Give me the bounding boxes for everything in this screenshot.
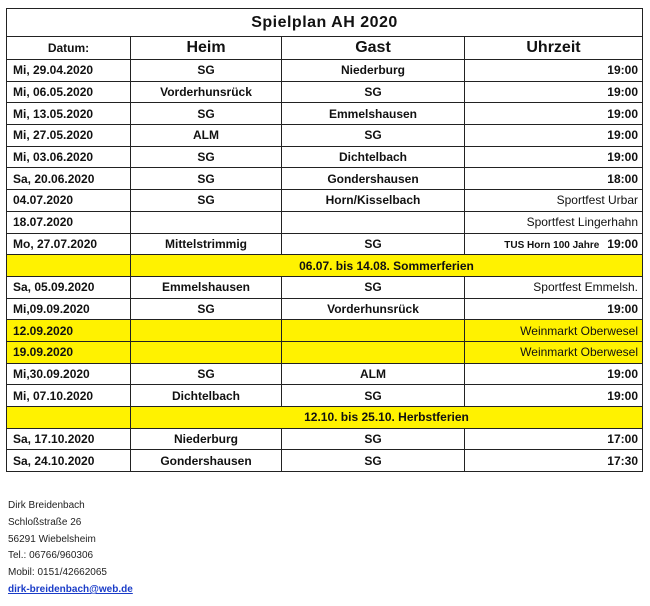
header-date: Datum:	[7, 37, 131, 60]
table-row	[7, 60, 643, 82]
cell-heim: Vorderhunsrück	[131, 81, 282, 103]
cell-date: Mi, 07.10.2020	[7, 385, 131, 407]
cell-uhrzeit	[465, 428, 643, 450]
cell-uhrzeit	[465, 450, 643, 472]
cell-heim	[131, 320, 282, 342]
kickoff-time: 19:00	[607, 85, 638, 100]
header-heim: Heim	[131, 37, 282, 60]
cell-uhrzeit	[465, 190, 643, 212]
cell-heim: SG	[131, 363, 282, 385]
cell-date: Mi, 29.04.2020	[7, 60, 131, 82]
cell-date: Sa, 24.10.2020	[7, 450, 131, 472]
cell-gast: SG	[282, 428, 465, 450]
holiday-band-row	[7, 407, 643, 429]
cell-gast	[282, 211, 465, 233]
kickoff-time: 19:00	[607, 366, 638, 381]
cell-date: Sa, 05.09.2020	[7, 276, 131, 298]
cell-date: Sa, 20.06.2020	[7, 168, 131, 190]
table-row	[7, 103, 643, 125]
cell-gast: Dichtelbach	[282, 146, 465, 168]
event-note: Sportfest Emmelsh.	[533, 280, 638, 295]
cell-gast: Vorderhunsrück	[282, 298, 465, 320]
cell-heim	[131, 211, 282, 233]
cell-uhrzeit	[465, 298, 643, 320]
event-note: Sportfest Lingerhahn	[526, 215, 638, 230]
table-row	[7, 125, 643, 147]
table-row	[7, 190, 643, 212]
cell-uhrzeit	[465, 385, 643, 407]
contact-mobile: Mobil: 0151/42662065	[8, 567, 107, 579]
cell-uhrzeit	[465, 168, 643, 190]
table-row	[7, 341, 643, 363]
cell-heim	[131, 341, 282, 363]
cell-heim: SG	[131, 60, 282, 82]
cell-uhrzeit	[465, 320, 643, 342]
cell-date: 12.09.2020	[7, 320, 131, 342]
cell-uhrzeit	[465, 276, 643, 298]
cell-date: Mi, 03.06.2020	[7, 146, 131, 168]
kickoff-time: 19:00	[607, 128, 638, 143]
cell-date: Mi, 27.05.2020	[7, 125, 131, 147]
table-row	[7, 81, 643, 103]
schedule-table	[6, 8, 643, 472]
cell-heim: SG	[131, 190, 282, 212]
table-row	[7, 168, 643, 190]
table-row	[7, 146, 643, 168]
cell-gast: SG	[282, 125, 465, 147]
cell-gast: SG	[282, 233, 465, 255]
contact-name: Dirk Breidenbach	[8, 500, 85, 511]
cell-heim: Dichtelbach	[131, 385, 282, 407]
cell-gast: ALM	[282, 363, 465, 385]
holiday-band-row	[7, 255, 643, 277]
holiday-band-text: 12.10. bis 25.10. Herbstferien	[131, 407, 643, 429]
event-note: TUS Horn 100 Jahre	[504, 239, 600, 251]
table-row	[7, 428, 643, 450]
cell-gast	[282, 341, 465, 363]
cell-uhrzeit	[465, 211, 643, 233]
cell-date: Mi,09.09.2020	[7, 298, 131, 320]
cell-gast: SG	[282, 450, 465, 472]
kickoff-time: 17:30	[607, 453, 638, 468]
band-spacer	[7, 255, 131, 277]
cell-heim: Gondershausen	[131, 450, 282, 472]
kickoff-time: 19:00	[607, 63, 638, 78]
cell-gast: SG	[282, 81, 465, 103]
header-uhrzeit: Uhrzeit	[465, 37, 643, 60]
table-row	[7, 211, 643, 233]
schedule-title: Spielplan AH 2020	[7, 9, 643, 37]
table-row	[7, 320, 643, 342]
cell-uhrzeit	[465, 81, 643, 103]
contact-street: Schloßstraße 26	[8, 516, 82, 528]
contact-city: 56291 Wiebelsheim	[8, 533, 96, 545]
cell-uhrzeit	[465, 125, 643, 147]
kickoff-time: 17:00	[607, 432, 638, 447]
cell-heim: Mittelstrimmig	[131, 233, 282, 255]
header-gast: Gast	[282, 37, 465, 60]
cell-uhrzeit	[465, 233, 643, 255]
cell-date: Mi, 06.05.2020	[7, 81, 131, 103]
cell-date: Mo, 27.07.2020	[7, 233, 131, 255]
table-row	[7, 298, 643, 320]
cell-heim: SG	[131, 146, 282, 168]
band-spacer	[7, 407, 131, 429]
table-row	[7, 233, 643, 255]
table-row	[7, 385, 643, 407]
cell-heim: Niederburg	[131, 428, 282, 450]
kickoff-time: 18:00	[607, 171, 638, 186]
cell-gast: Gondershausen	[282, 168, 465, 190]
cell-heim: ALM	[131, 125, 282, 147]
table-row	[7, 363, 643, 385]
cell-date: 18.07.2020	[7, 211, 131, 233]
cell-uhrzeit	[465, 146, 643, 168]
kickoff-time: 19:00	[607, 106, 638, 121]
table-row	[7, 276, 643, 298]
cell-gast: Horn/Kisselbach	[282, 190, 465, 212]
cell-gast	[282, 320, 465, 342]
cell-heim: SG	[131, 298, 282, 320]
kickoff-time: 19:00	[607, 388, 638, 403]
kickoff-time: 19:00	[607, 301, 638, 316]
contact-email-link[interactable]: dirk-breidenbach@web.de	[8, 583, 133, 595]
cell-date: Sa, 17.10.2020	[7, 428, 131, 450]
cell-gast: SG	[282, 276, 465, 298]
cell-uhrzeit	[465, 103, 643, 125]
table-row	[7, 450, 643, 472]
cell-heim: SG	[131, 168, 282, 190]
event-note: Sportfest Urbar	[556, 193, 638, 208]
cell-date: Mi,30.09.2020	[7, 363, 131, 385]
cell-uhrzeit	[465, 363, 643, 385]
contact-phone: Tel.: 06766/960306	[8, 550, 94, 562]
cell-heim: Emmelshausen	[131, 276, 282, 298]
holiday-band-text: 06.07. bis 14.08. Sommerferien	[131, 255, 643, 277]
cell-uhrzeit	[465, 341, 643, 363]
cell-uhrzeit	[465, 60, 643, 82]
cell-date: Mi, 13.05.2020	[7, 103, 131, 125]
event-note: Weinmarkt Oberwesel	[520, 345, 638, 360]
cell-gast: Niederburg	[282, 60, 465, 82]
cell-heim: SG	[131, 103, 282, 125]
contact-block	[8, 498, 133, 599]
cell-date: 19.09.2020	[7, 341, 131, 363]
kickoff-time: 19:00	[607, 150, 638, 165]
cell-date: 04.07.2020	[7, 190, 131, 212]
cell-gast: Emmelshausen	[282, 103, 465, 125]
event-note: Weinmarkt Oberwesel	[520, 323, 638, 338]
kickoff-time: 19:00	[607, 236, 638, 251]
cell-gast: SG	[282, 385, 465, 407]
